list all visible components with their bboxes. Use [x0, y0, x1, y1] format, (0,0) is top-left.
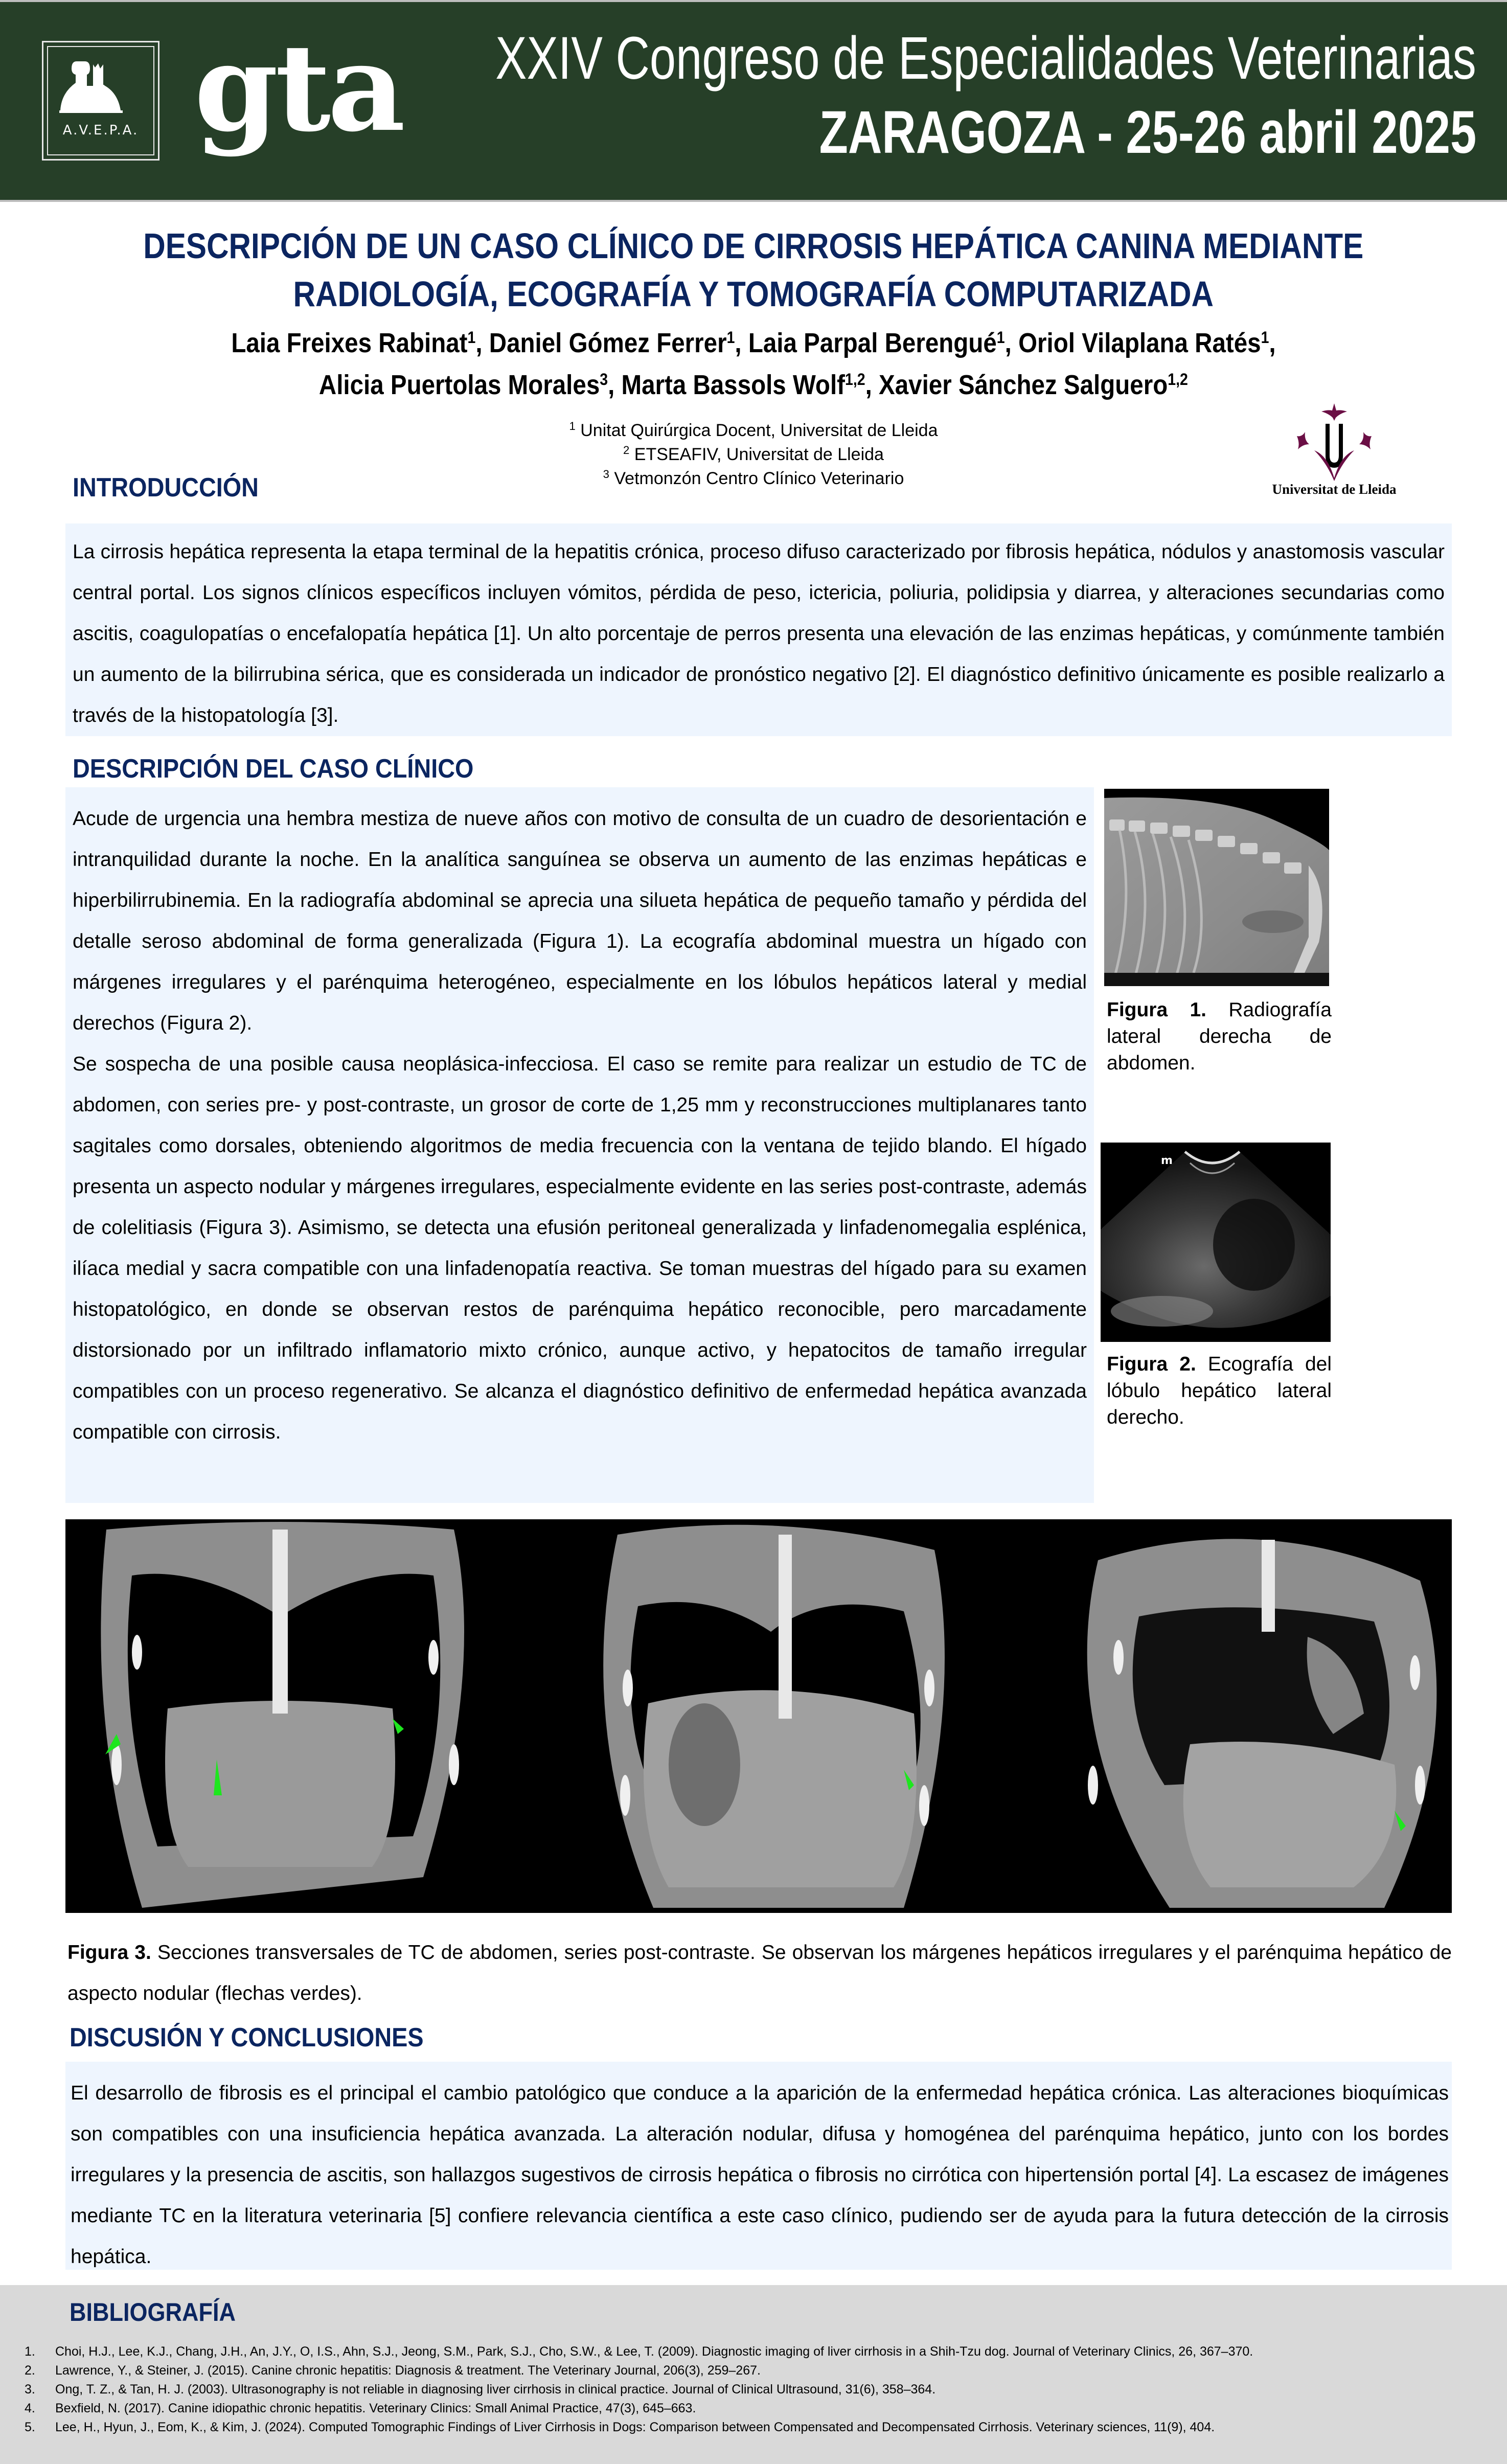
figure-3-ct-sections [65, 1519, 1452, 1913]
figure-1-radiograph [1104, 789, 1329, 986]
reference-number: 3. [25, 2382, 35, 2397]
affiliation-2: $^2$ ETSEAFIV, Universitat de Lleida [623, 443, 884, 464]
reference-list [0, 2342, 1253, 2437]
reference-item [0, 2380, 1253, 2399]
reference-text: Choi, H.J., Lee, K.J., Chang, J.H., An, J.Y., O, I.S., Ahn, S.J., Jeong, S.M., Park, S.J., Cho, S.W., & Lee, T. (2009). Diagnostic imaging of liver cirrhosis in a Shih-Tzu dog. Journal of Veterinary Clinics, 26, 367–370. [55, 2344, 1253, 2359]
author-affiliation-mark: 3 [600, 370, 608, 389]
author-name: Marta Bassols Wolf [621, 370, 846, 400]
poster-title-line-1: DESCRIPCIÓN DE UN CASO CLÍNICO DE CIRROSIS HEPÁTICA CANINA MEDIANTE [143, 226, 1364, 266]
author-affiliation-mark: 1 [996, 328, 1005, 347]
caso-panel [65, 787, 1094, 1503]
section-heading-introduccion: INTRODUCCIÓN [73, 473, 259, 503]
affiliation-3: $^3$ Vetmonzón Centro Clínico Veterinario [603, 467, 904, 488]
author-affiliation-mark: 1,2 [1168, 370, 1188, 389]
reference-item [0, 2342, 1253, 2361]
figure-2-ultrasound [1101, 1143, 1331, 1342]
figure-1-caption: Figura 1. Radiografía lateral derecha de abdomen. [1107, 999, 1332, 1074]
author-affiliation-mark: 1 [467, 328, 476, 347]
ct-section-1 [101, 1522, 464, 1908]
discusion-panel [65, 2062, 1452, 2270]
introduccion-text: La cirrosis hepática representa la etapa terminal de la hepatitis crónica, proceso difuso caracterizado por fibrosis hepática, nódulos y anastomosis vascular central portal. Los signos clínicos específicos incluyen vómitos, pérdida de peso, ictericia, poliuria, polidipsia y diarrea, y alteraciones secundarias como ascitis, coagulopatías o encefalopatía hepática [1]. Un alto porcentaje de perros presenta una elevación de las enzimas hepáticas, y comúnmente también un aumento de la bilirrubina sérica, que es considerada un indicador de pronóstico negativo [2]. El diagnóstico definitivo únicamente es posible realizarlo a través de la histopatología [3]. [73, 541, 1445, 726]
section-heading-caso: DESCRIPCIÓN DEL CASO CLÍNICO [73, 754, 474, 784]
ct-section-2 [603, 1525, 945, 1908]
reference-text: Bexfield, N. (2017). Canine idiopathic chronic hepatitis. Veterinary Clinics: Small Animal Practice, 47(3), 645–663. [55, 2401, 696, 2415]
discusion-text: El desarrollo de fibrosis es el principal el cambio patológico que conduce a la aparición de la enfermedad hepática crónica. Las alteraciones bioquímicas son compatibles con una insuficiencia hepática avanzada. La alteración nodular, difusa y homogénea del parénquima hepático, junto con los bordes irregulares y la presencia de ascitis, son hallazgos sugestivos de cirrosis hepática o fibrosis no cirrótica con hipertensión portal [4]. La escasez de imágenes mediante TC en la literatura veterinaria [5] confiere relevancia científica a este caso clínico, pudiendo ser de ayuda para la futura detección de la cirrosis hepática. [71, 2082, 1449, 2268]
ultrasound-marker-label: m [1161, 1154, 1173, 1167]
caso-paragraph-1: Acude de urgencia una hembra mestiza de nueve años con motivo de consulta de un cuadro de desorientación e intranquilidad durante la noche. En la analítica sanguínea se observa un aumento de las enzimas hepáticas e hiperbilirrubinemia. En la radiografía abdominal se aprecia una silueta hepática de pequeño tamaño y pérdida del detalle seroso abdominal de forma generalizada (Figura 1). La ecografía abdominal muestra un hígado con márgenes irregulares y el parénquima heterogéneo, especialmente en los lóbulos hepáticos lateral y medial derechos (Figura 2). [73, 808, 1087, 1034]
reference-item [0, 2361, 1253, 2380]
reference-text: Ong, T. Z., & Tan, H. J. (2003). Ultrasonography is not reliable in diagnosing liver cirrhosis in clinical practice. Journal of Clinical Ultrasound, 31(6), 358–364. [55, 2382, 936, 2397]
reference-number: 2. [25, 2363, 35, 2378]
reference-number: 5. [25, 2420, 35, 2434]
avepa-label: A.V.E.P.A. [62, 123, 139, 138]
author-name: Alicia Puertolas Morales [319, 370, 600, 400]
reference-number: 1. [25, 2344, 35, 2359]
figure-3-caption: Figura 3. Secciones transversales de TC de abdomen, series post-contraste. Se observan los márgenes hepáticos irregulares y el parénquima hepático de aspecto nodular (flechas verdes). [67, 1942, 1452, 2004]
universitat-lleida-emblem-icon [1286, 401, 1383, 483]
authors-line-2: Alicia Puertolas Morales$^3$, Marta Bassols Wolf$^{1,2}$, Xavier Sánchez Salguero$^{1,2}$ [319, 370, 1188, 400]
figure-2-caption: Figura 2. Ecografía del lóbulo hepático lateral derecho. [1107, 1353, 1332, 1428]
author-name: Laia Parpal Berengué [748, 328, 997, 358]
author-name: Xavier Sánchez Salguero [879, 370, 1168, 400]
reference-item [0, 2418, 1253, 2437]
ultrasound-image [1101, 1143, 1331, 1342]
reference-item [0, 2399, 1253, 2418]
congress-place-date: ZARAGOZA - 25-26 abril 2025 [819, 99, 1476, 166]
congress-title: XXIV Congreso de Especialidades Veterinarias [495, 25, 1476, 92]
bibliografia-panel [0, 2285, 1507, 2464]
section-heading-bibliografia: BIBLIOGRAFÍA [70, 2298, 236, 2326]
author-name: Laia Freixes Rabinat [231, 328, 468, 358]
authors-line-1: Laia Freixes Rabinat$^1$, Daniel Gómez Ferrer$^1$, Laia Parpal Berengué$^1$, Oriol Vilaplana Ratés$^1$, [231, 328, 1276, 358]
introduccion-panel [65, 523, 1452, 736]
author-affiliation-mark: 1,2 [845, 370, 865, 389]
section-heading-discusion: DISCUSIÓN Y CONCLUSIONES [70, 2023, 424, 2052]
author-name: Oriol Vilaplana Ratés [1018, 328, 1261, 358]
poster-title-line-2: RADIOLOGÍA, ECOGRAFÍA Y TOMOGRAFÍA COMPUTARIZADA [293, 274, 1214, 314]
avepa-dog-cat-icon [57, 56, 144, 118]
author-affiliation-mark: 1 [1261, 328, 1269, 347]
affiliation-1: $^1$ Unitat Quirúrgica Docent, Universitat de Lleida [569, 419, 938, 440]
universitat-lleida-label: Universitat de Lleida [1272, 482, 1397, 497]
ct-image-strip [65, 1519, 1452, 1913]
reference-number: 4. [25, 2401, 35, 2415]
ct-section-3 [1087, 1539, 1437, 1908]
reference-text: Lawrence, Y., & Steiner, J. (2015). Canine chronic hepatitis: Diagnosis & treatment. The Veterinary Journal, 206(3), 259–267. [55, 2363, 761, 2378]
reference-text: Lee, H., Hyun, J., Eom, K., & Kim, J. (2024). Computed Tomographic Findings of Liver Cirrhosis in Dogs: Comparison between Compensated and Decompensated Cirrhosis. Veterinary sciences, 11(9), 404. [55, 2420, 1215, 2434]
gta-logo: gta [194, 17, 403, 158]
radiograph-image [1104, 789, 1329, 986]
author-name: Daniel Gómez Ferrer [489, 328, 727, 358]
caso-paragraph-2: Se sospecha de una posible causa neoplásica-infecciosa. El caso se remite para realizar un estudio de TC de abdomen, con series pre- y post-contraste, un grosor de corte de 1,25 mm y reconstrucciones multiplanares tanto sagitales como dorsales, obteniendo algoritmos de media frecuencia con la ventana de tejido blando. El hígado presenta un aspecto nodular y márgenes irregulares, especialmente evidente en las series post-contraste, además de colelitiasis (Figura 3). Asimismo, se detecta una efusión peritoneal generalizada y linfadenomegalia esplénica, ilíaca medial y sacra compatible con una linfadenopatía reactiva. Se toman muestras del hígado para su examen histopatológico, en donde se observan restos de parénquima hepático reconocible, pero marcadamente distorsionado por un infiltrado inflamatorio mixto crónico, aunque activo, y hepatocitos de tamaño irregular compatibles con un proceso regenerativo. Se alcanza el diagnóstico definitivo de enfermedad hepática avanzada compatible con cirrosis. [73, 1053, 1087, 1443]
author-affiliation-mark: 1 [726, 328, 735, 347]
